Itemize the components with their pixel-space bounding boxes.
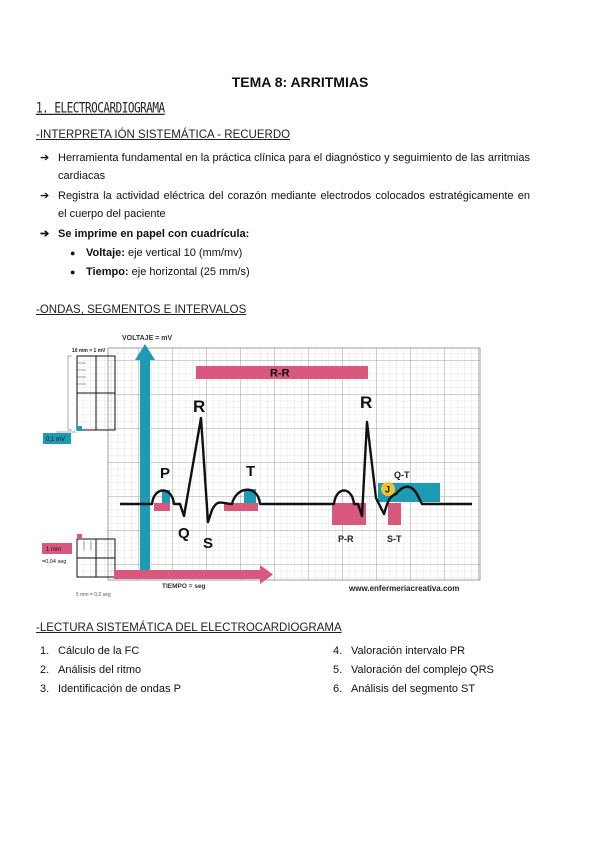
s-wave-label: S [203,535,214,552]
small-voltage-label: 0,1 mV [46,437,66,443]
st-label: S-T [387,534,402,544]
j-label: J [385,484,391,495]
rr-label: R-R [270,367,290,380]
subheading-ondas: -ONDAS, SEGMENTOS E INTERVALOS [36,304,247,316]
t-wave-label: T [246,463,256,480]
arrow-icon: ➔ [40,190,50,202]
voltage-calibration-grid [77,356,115,431]
time-calibration-grid [77,534,115,577]
voltage-arrow-shaft [140,358,150,570]
time-arrow-shaft [114,570,262,579]
bullet-item [40,187,530,223]
q-wave-label: Q [178,525,190,542]
ecg-grid-major [108,348,480,580]
bullet-dot-icon: ● [70,267,76,277]
r-wave-label: R [360,393,373,412]
section-heading-electrocardiograma: 1. ELECTROCARDIOGRAMA [36,100,165,117]
p-wave-label: P [160,465,171,482]
pr-label: P-R [338,534,354,544]
list-item: 4. Valoración intervalo PR [333,645,466,657]
sub-bullet-text: eje horizontal (25 mm/s) [128,266,250,278]
list-item: 6. Análisis del segmento ST [333,683,476,695]
pr-segment-bar [154,503,170,511]
bullet-text: Registra la actividad eléctrica del corazón mediante electrodos colocados estratégicamente en el cuerpo del paciente [58,190,530,220]
mm-label: 1 mm [46,547,61,553]
qt-label: Q-T [394,470,410,480]
list-item: 5. Valoración del complejo QRS [333,664,494,676]
subheading-interpretacion: -INTERPRETA IÓN SISTEMÁTICA - RECUERDO [36,129,291,141]
bracket-line [68,356,72,430]
bullet-text: Herramienta fundamental en la práctica clínica para el diagnóstico y seguimiento de las arritmias cardiacas [58,152,530,182]
voltage-label: VOLTAJE = mV [122,335,173,342]
sub-bullet-label: Voltaje: [86,247,125,259]
scale-label: 10 mm = 1 mV [72,348,106,354]
bullet-dot-icon: ● [70,248,76,258]
watermark: www.enfermeriacreativa.com [349,584,460,593]
list-item: 2. Análisis del ritmo [40,664,142,676]
sub-bullet-text: eje vertical 10 (mm/mv) [124,247,243,259]
page-title: TEMA 8: ARRITMIAS [231,74,369,90]
seg-label: =0,04 seg [42,559,67,565]
sub-bullet-voltaje [70,244,242,262]
bullet-item [40,149,530,185]
st-interval-box [388,503,401,525]
cut-text: 5 mm = 0,2 seg [76,592,111,598]
r-wave-label: R [193,397,206,416]
ecg-diagram [36,326,496,598]
list-item: 1. Cálculo de la FC [40,645,140,657]
arrow-icon: ➔ [40,228,50,240]
sub-bullet-label: Tiempo: [86,266,129,278]
list-item: 3. Identificación de ondas P [40,683,181,695]
bullet-text: Se imprime en papel con cuadrícula: [58,228,250,240]
arrow-icon: ➔ [40,152,50,164]
time-label: TIEMPO = seg [162,583,206,590]
subheading-lectura: -LECTURA SISTEMÁTICA DEL ELECTROCARDIOGRAMA [36,622,342,634]
bullet-item [40,225,530,243]
sub-bullet-tiempo [70,263,250,281]
